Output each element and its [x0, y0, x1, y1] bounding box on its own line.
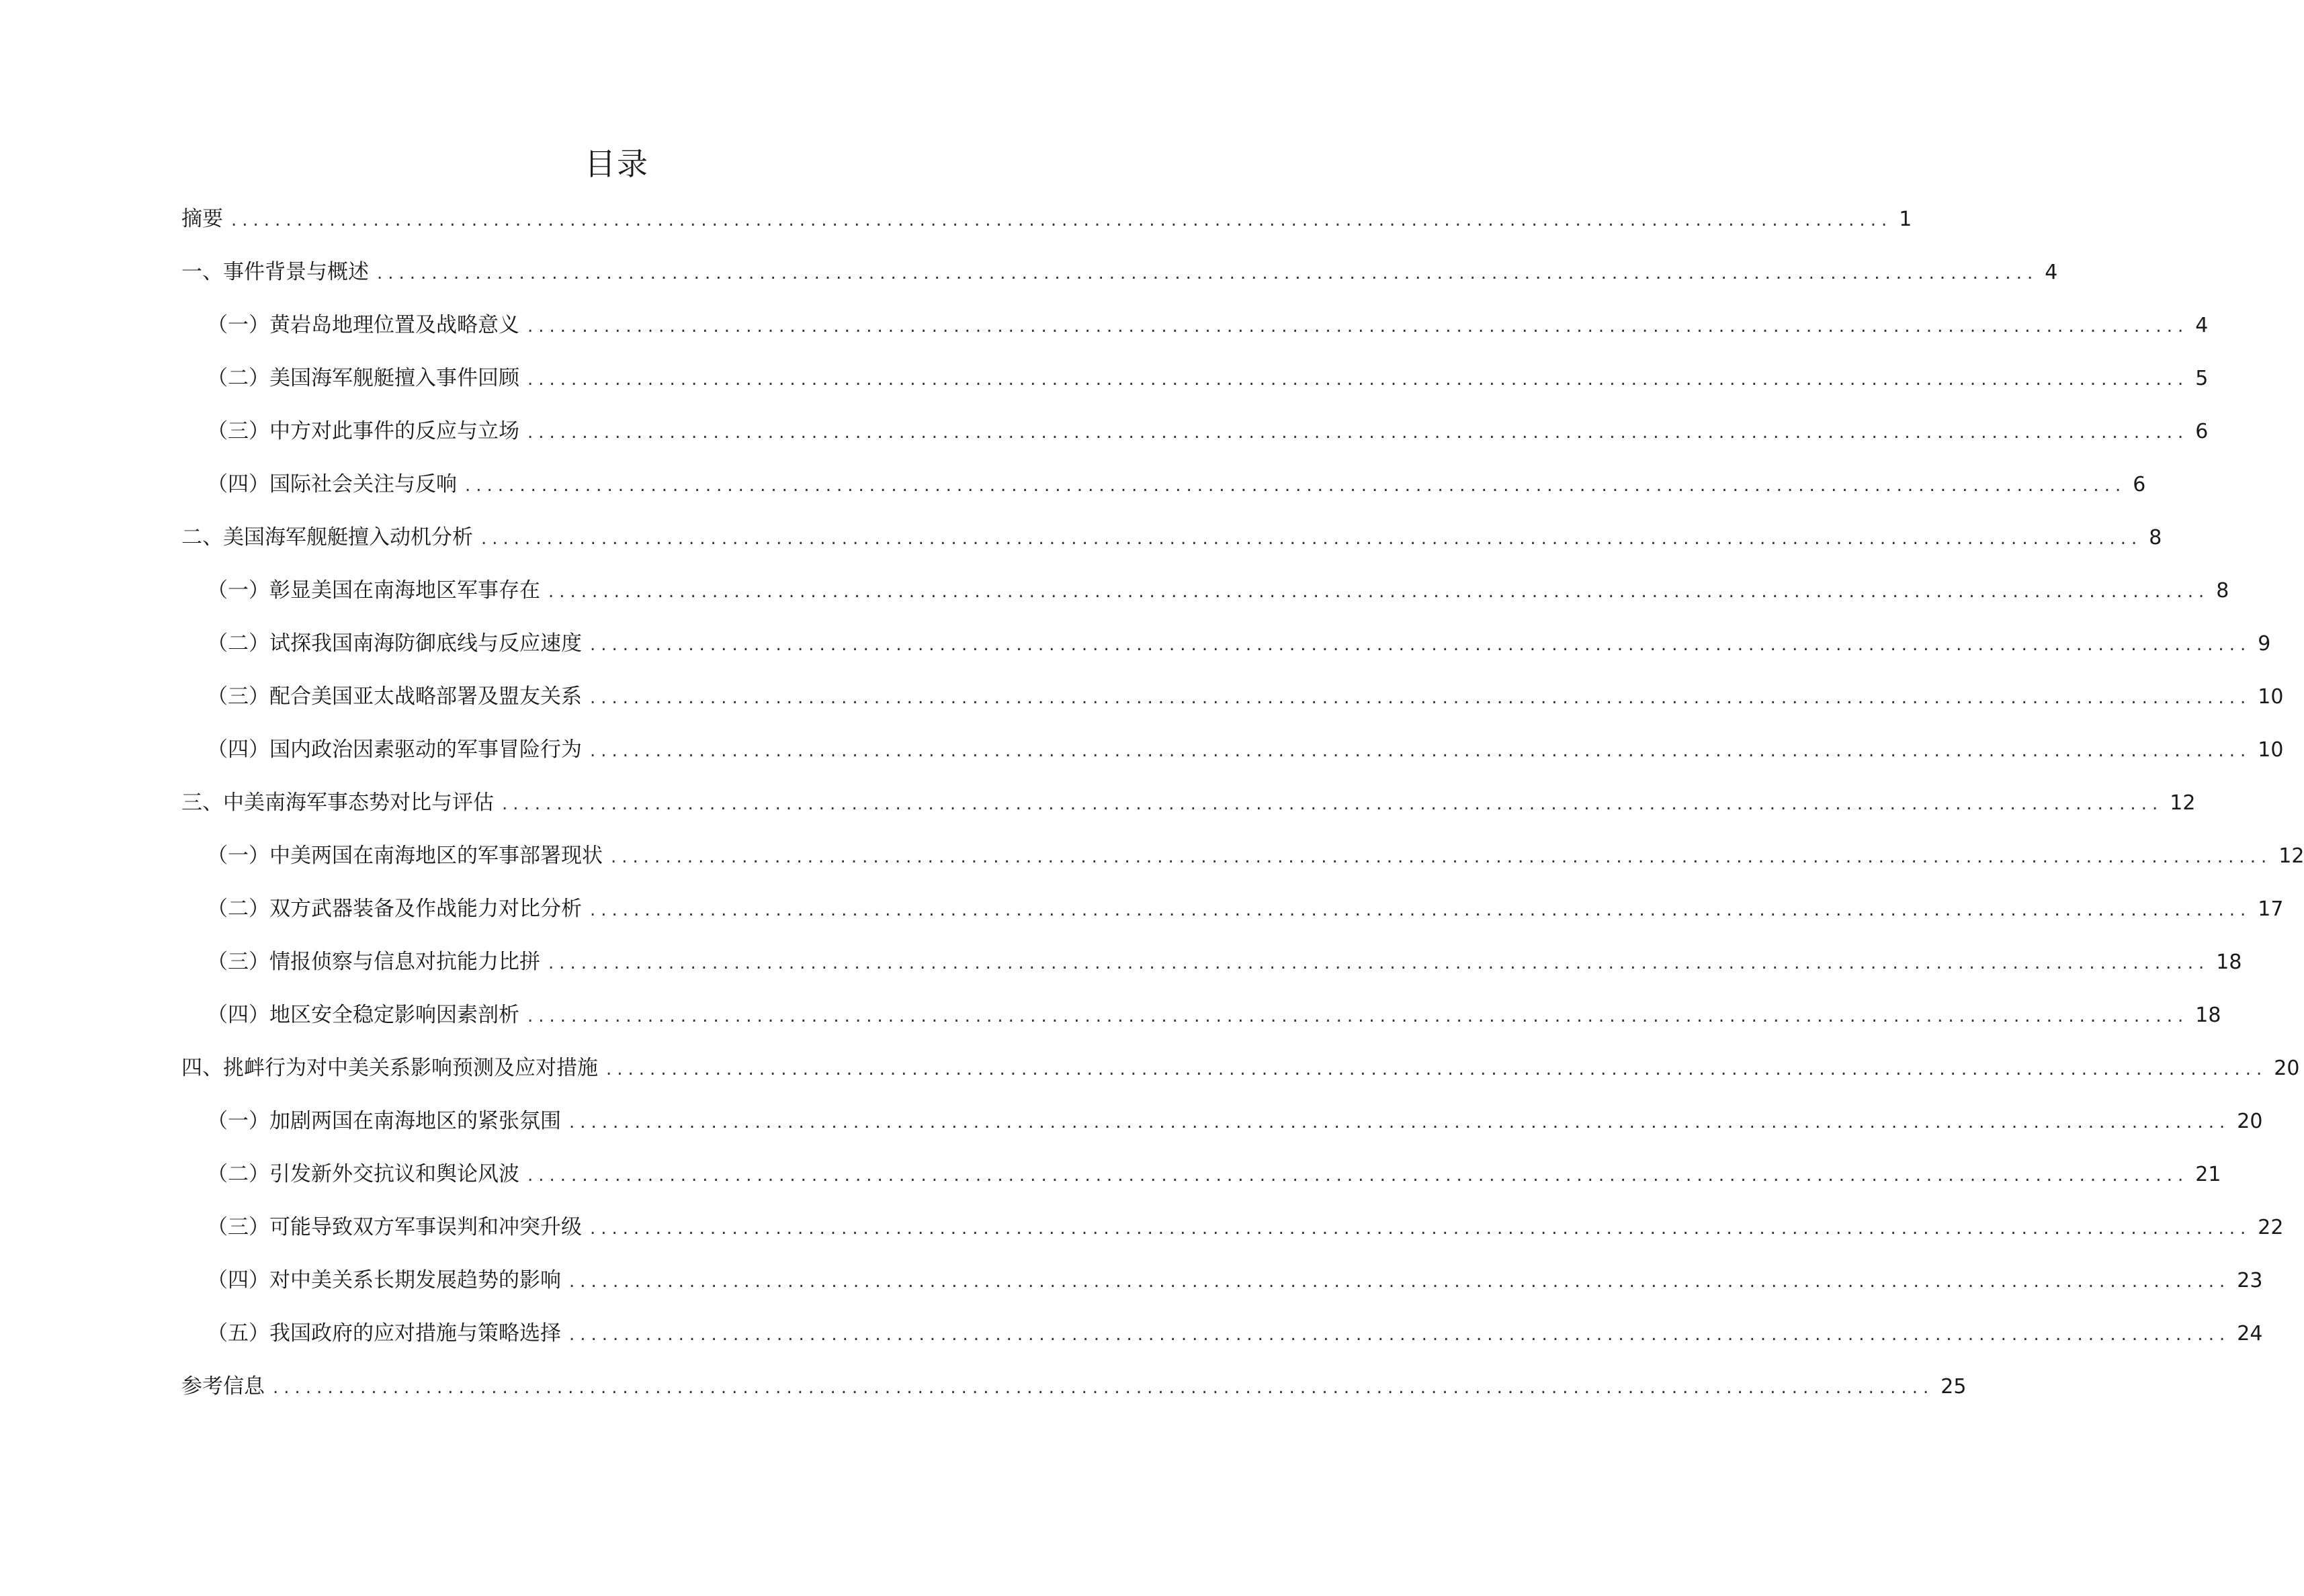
table-of-contents [181, 204, 2304, 1425]
toc-entry-label: 三、中美南海军事态势对比与评估 [181, 791, 494, 815]
toc-entry-page: 22 [2258, 1216, 2284, 1239]
toc-entry-page: 8 [2216, 579, 2229, 603]
toc-dot-leader: ........................................................................................................................................................ [527, 1165, 2189, 1186]
toc-dot-leader: ........................................................................................................................................................ [611, 847, 2272, 867]
toc-entry-label: （二）双方武器装备及作战能力对比分析 [207, 897, 582, 921]
toc-entry-label: 四、挑衅行为对中美关系影响预测及应对措施 [181, 1056, 598, 1080]
toc-entry[interactable] [181, 1212, 2284, 1266]
toc-entry-label: （四）地区安全稳定影响因素剖析 [207, 1003, 519, 1027]
toc-entry[interactable] [181, 1372, 1967, 1425]
toc-dot-leader: ........................................................................................................................................................ [606, 1059, 2268, 1079]
toc-entry-page: 25 [1940, 1375, 1967, 1399]
toc-entry[interactable] [181, 470, 2146, 523]
toc-entry[interactable] [181, 1266, 2263, 1319]
toc-entry[interactable] [181, 682, 2284, 735]
toc-entry-label: （三）中方对此事件的反应与立场 [207, 419, 519, 443]
toc-dot-leader: ........................................................................................................................................................ [527, 316, 2189, 337]
toc-dot-leader: ........................................................................................................................................................ [273, 1378, 1934, 1398]
toc-entry-label: 二、美国海军舰艇擅入动机分析 [181, 525, 473, 549]
toc-entry[interactable] [181, 841, 2304, 894]
toc-entry-page: 12 [2278, 844, 2304, 868]
toc-dot-leader: ........................................................................................................................................................ [569, 1112, 2231, 1133]
toc-entry-page: 23 [2237, 1269, 2263, 1292]
toc-entry-label: 参考信息 [181, 1374, 265, 1399]
toc-dot-leader: ........................................................................................................................................................ [590, 900, 2252, 920]
toc-entry-label: （二）试探我国南海防御底线与反应速度 [207, 631, 582, 656]
toc-entry[interactable] [181, 257, 2058, 310]
toc-dot-leader: ........................................................................................................................................................ [527, 1006, 2189, 1026]
toc-entry[interactable] [181, 1159, 2221, 1212]
toc-entry[interactable] [181, 629, 2271, 682]
toc-entry-page: 10 [2258, 738, 2284, 762]
toc-entry-page: 6 [2133, 473, 2146, 496]
toc-entry[interactable] [181, 1319, 2263, 1372]
toc-dot-leader: ........................................................................................................................................................ [527, 369, 2189, 390]
toc-entry-label: （五）我国政府的应对措施与策略选择 [207, 1321, 561, 1345]
toc-entry-label: （四）对中美关系长期发展趋势的影响 [207, 1268, 561, 1292]
toc-entry-page: 18 [2195, 1004, 2221, 1027]
toc-dot-leader: ........................................................................................................................................................ [569, 1325, 2231, 1345]
toc-dot-leader: ........................................................................................................................................................ [481, 529, 2143, 549]
toc-entry-page: 4 [2045, 261, 2058, 284]
page-title: 目录 [585, 146, 649, 182]
toc-dot-leader: ........................................................................................................................................................ [231, 210, 1893, 230]
toc-dot-leader: ........................................................................................................................................................ [527, 423, 2189, 443]
toc-entry[interactable] [181, 204, 1912, 257]
toc-entry-page: 17 [2258, 897, 2284, 921]
toc-dot-leader: ........................................................................................................................................................ [590, 741, 2252, 761]
toc-entry-label: 一、事件背景与概述 [181, 260, 369, 284]
toc-dot-leader: ........................................................................................................................................................ [502, 794, 2164, 814]
toc-entry[interactable] [181, 1000, 2221, 1053]
toc-entry-label: （二）引发新外交抗议和舆论风波 [207, 1162, 519, 1186]
toc-entry[interactable] [181, 1053, 2300, 1106]
toc-entry-label: （四）国内政治因素驱动的军事冒险行为 [207, 738, 582, 762]
toc-entry-page: 20 [2237, 1110, 2263, 1133]
toc-entry-page: 1 [1899, 208, 1912, 231]
toc-entry[interactable] [181, 947, 2242, 1000]
toc-entry-page: 20 [2274, 1057, 2300, 1080]
toc-entry[interactable] [181, 735, 2284, 788]
toc-entry[interactable] [181, 416, 2209, 470]
toc-dot-leader: ........................................................................................................................................................ [465, 476, 2127, 496]
toc-dot-leader: ........................................................................................................................................................ [590, 688, 2252, 708]
toc-dot-leader: ........................................................................................................................................................ [590, 1218, 2252, 1239]
toc-entry-page: 24 [2237, 1322, 2263, 1345]
toc-entry-label: （三）情报侦察与信息对抗能力比拼 [207, 950, 540, 974]
toc-entry-label: （四）国际社会关注与反响 [207, 472, 457, 496]
toc-dot-leader: ........................................................................................................................................................ [548, 582, 2210, 602]
toc-dot-leader: ........................................................................................................................................................ [377, 263, 2039, 283]
toc-entry[interactable] [181, 1106, 2263, 1159]
toc-entry-page: 4 [2195, 314, 2209, 337]
toc-entry-page: 8 [2149, 526, 2162, 549]
toc-entry[interactable] [181, 788, 2196, 841]
toc-entry-page: 9 [2258, 632, 2271, 656]
toc-entry-label: 摘要 [181, 207, 223, 231]
toc-entry[interactable] [181, 363, 2209, 416]
toc-entry[interactable] [181, 523, 2162, 576]
toc-entry-label: （三）可能导致双方军事误判和冲突升级 [207, 1215, 582, 1239]
toc-entry-label: （一）彰显美国在南海地区军事存在 [207, 578, 540, 603]
toc-entry-page: 12 [2170, 791, 2196, 815]
toc-entry-page: 6 [2195, 420, 2209, 443]
toc-entry-label: （三）配合美国亚太战略部署及盟友关系 [207, 684, 582, 709]
toc-entry-label: （一）黄岩岛地理位置及战略意义 [207, 313, 519, 337]
toc-entry[interactable] [181, 576, 2229, 629]
toc-dot-leader: ........................................................................................................................................................ [590, 635, 2252, 655]
toc-dot-leader: ........................................................................................................................................................ [569, 1272, 2231, 1292]
toc-entry[interactable] [181, 894, 2284, 947]
toc-entry-page: 18 [2216, 950, 2242, 974]
toc-entry-label: （一）加剧两国在南海地区的紧张氛围 [207, 1109, 561, 1133]
toc-dot-leader: ........................................................................................................................................................ [548, 953, 2210, 973]
toc-entry-page: 21 [2195, 1163, 2221, 1186]
toc-entry-page: 10 [2258, 685, 2284, 709]
toc-entry-label: （二）美国海军舰艇擅入事件回顾 [207, 366, 519, 390]
toc-entry-label: （一）中美两国在南海地区的军事部署现状 [207, 844, 603, 868]
toc-entry-page: 5 [2195, 367, 2209, 390]
toc-entry[interactable] [181, 310, 2209, 363]
